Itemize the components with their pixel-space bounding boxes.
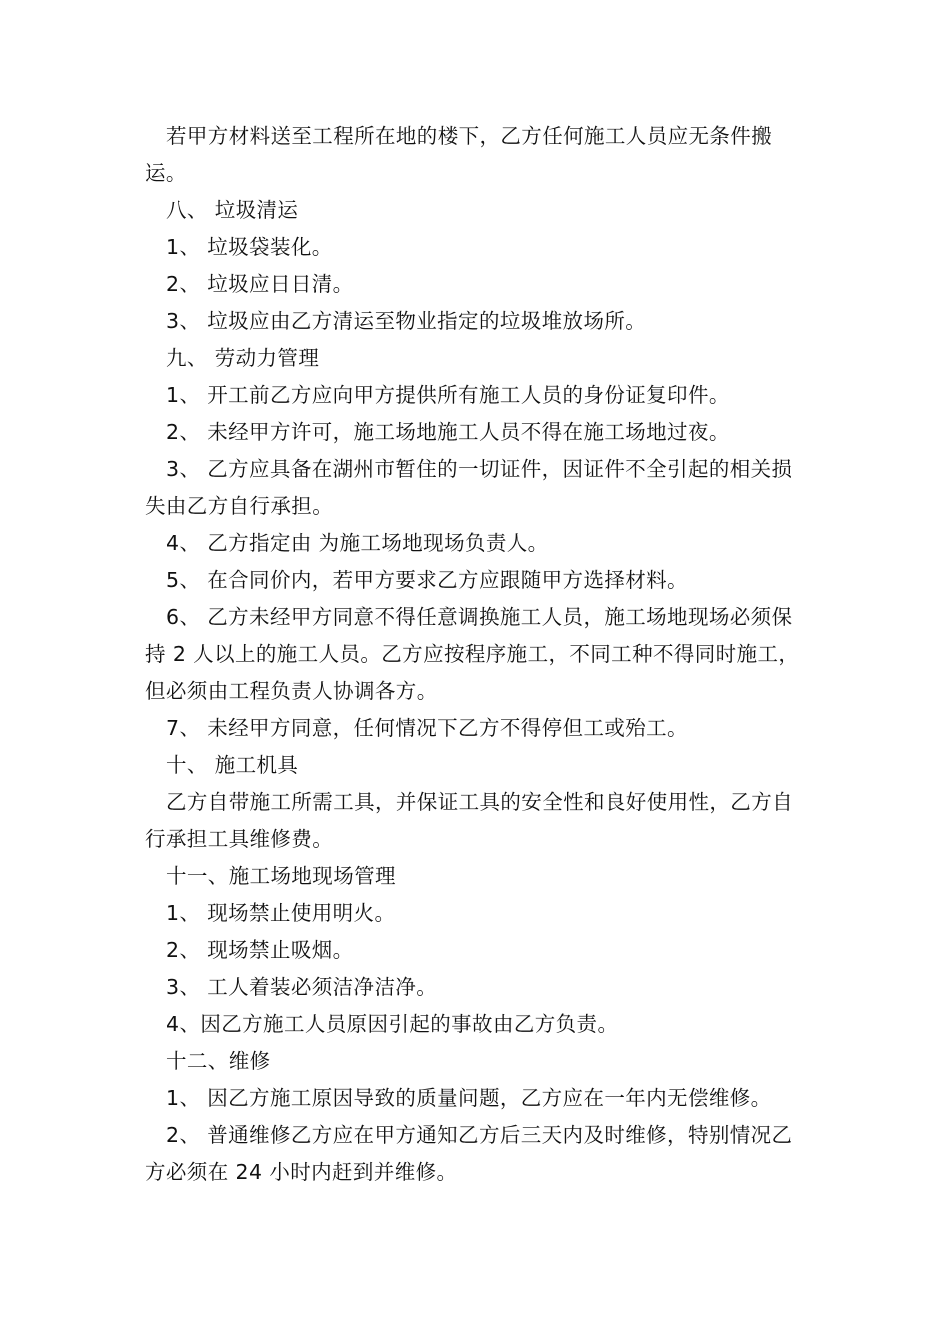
section-heading-waste-removal: 八、 垃圾清运: [166, 198, 299, 222]
list-item: 1、 开工前乙方应向甲方提供所有施工人员的身份证复印件。: [166, 383, 730, 407]
list-item: 1、 因乙方施工原因导致的质量问题，乙方应在一年内无偿维修。: [166, 1086, 772, 1110]
list-item: 3、 工人着装必须洁净洁净。: [166, 975, 438, 999]
list-item: 4、 乙方指定由 为施工场地现场负责人。: [166, 531, 549, 555]
list-item: 2、 未经甲方许可，施工场地施工人员不得在施工场地过夜。: [166, 420, 730, 444]
section-heading-labor-management: 九、 劳动力管理: [166, 346, 320, 370]
list-item: 3、 乙方应具备在湖州市暂住的一切证件，因证件不全引起的相关损失由乙方自行承担。: [145, 457, 793, 518]
list-item: 2、 现场禁止吸烟。: [166, 938, 354, 962]
section-heading-site-management: 十一、施工场地现场管理: [166, 864, 396, 888]
list-item: 2、 垃圾应日日清。: [166, 272, 354, 296]
list-item: 2、 普通维修乙方应在甲方通知乙方后三天内及时维修，特别情况乙方必须在 24 小时内赶到并维修。: [145, 1123, 793, 1184]
list-item: 7、 未经甲方同意，任何情况下乙方不得停但工或殆工。: [166, 716, 688, 740]
list-item: 1、 现场禁止使用明火。: [166, 901, 396, 925]
document-body: [145, 118, 807, 1191]
paragraph-material-transport: 若甲方材料送至工程所在地的楼下，乙方任何施工人员应无条件搬运。: [145, 124, 773, 185]
section-heading-maintenance: 十二、维修: [166, 1049, 271, 1073]
paragraph-tools: 乙方自带施工所需工具，并保证工具的安全性和良好使用性，乙方自行承担工具维修费。: [145, 790, 793, 851]
list-item: 5、 在合同价内，若甲方要求乙方应跟随甲方选择材料。: [166, 568, 688, 592]
section-heading-construction-tools: 十、 施工机具: [166, 753, 299, 777]
list-item: 4、因乙方施工人员原因引起的事故由乙方负责。: [166, 1012, 619, 1036]
list-item: 6、 乙方未经甲方同意不得任意调换施工人员，施工场地现场必须保持 2 人以上的施工人员。乙方应按程序施工，不同工种不得同时施工，但必须由工程负责人协调各方。: [145, 605, 800, 703]
list-item: 1、 垃圾袋装化。: [166, 235, 333, 259]
list-item: 3、 垃圾应由乙方清运至物业指定的垃圾堆放场所。: [166, 309, 647, 333]
